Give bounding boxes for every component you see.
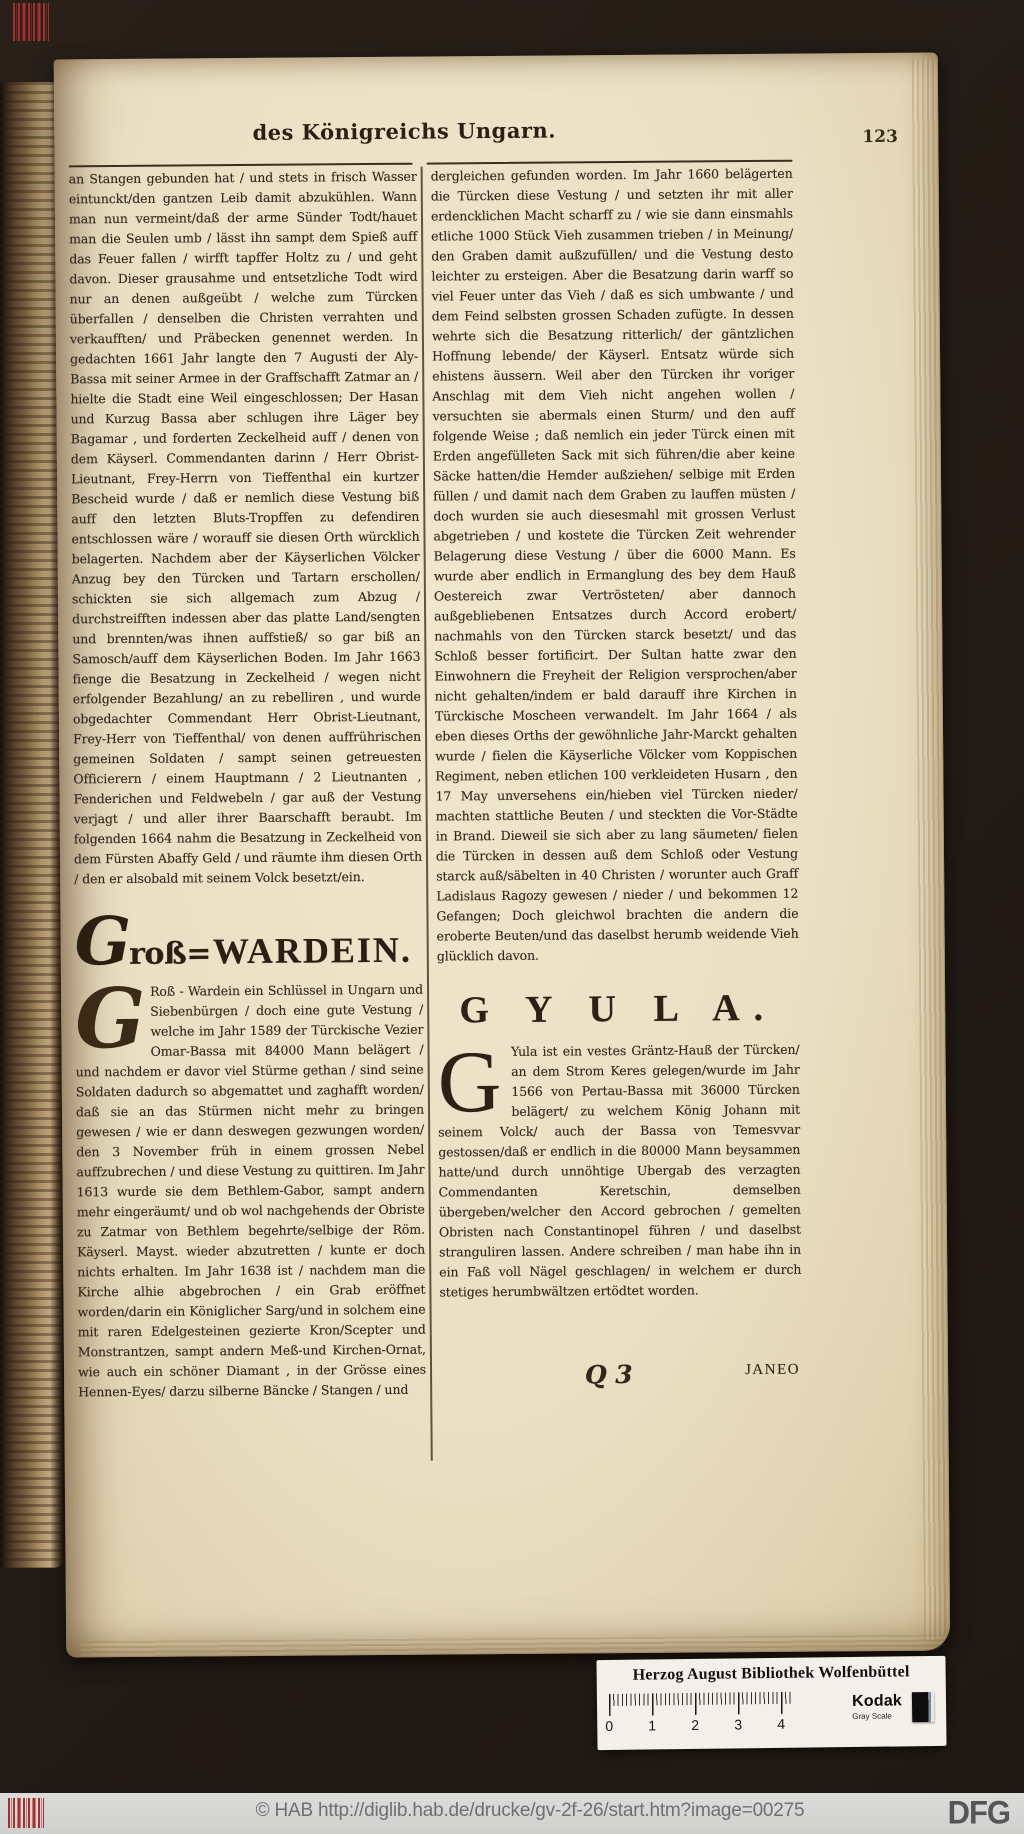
kodak-label (852, 1692, 902, 1721)
ruler-number: 3 (734, 1716, 743, 1733)
copyright-url: © HAB http://diglib.hab.de/drucke/gv-2f-26/start.htm?image=00275 (255, 1800, 805, 1821)
drop-cap-ornate: G (74, 970, 143, 1068)
drop-cap-plain: G (437, 1034, 502, 1132)
gross-wardein-paragraph (74, 970, 427, 1402)
ruler-numbers (603, 1716, 803, 1736)
kodak-brand: Kodak (851, 1692, 903, 1711)
left-column (69, 167, 427, 1402)
library-label-box (596, 1656, 946, 1750)
section-heading-gyula: G Y U L A. (459, 986, 778, 1032)
opposite-page-edge (0, 82, 64, 1568)
ruler-number: 2 (691, 1716, 700, 1733)
dfg-logo: DFG (947, 1794, 1010, 1831)
heading-initial: G (74, 901, 130, 981)
left-continuation-paragraph: an Stangen gebunden hat / und stets in frisch Wasser eintunckt/den gantzen Leib damit abzukühlen. Wann man nun vermeint/daß der arme Sünder Todt/hauet man die Seulen umb / lässt ihn sampt dem Spieß auff das Feuer fallen / wirfft tapffer Holtz zu / und geht davon. Dieser grausahme und entsetzliche Todt wird nur an denen außgeübt / welche zum Türcken überfallen / denselben die Christen verrahten und verkaufften/ und Präbecken genennet werden. In gedachten 1661 Jahr langte den 7 Augusti der Aly-Bassa mit seiner Armee in der Graffschafft Zatmar an / hielte die Stadt eine Weil eingeschlossen; Der Hasan und Kurzug Bassa aber schlugen ihre Läger bey Bagamar , und forderten Zeckelheid auff / denen von dem Käyserl. Commendanten darinn / Herr Obrist-Lieutnant, Frey-Herrn von Tieffenthal ein kurtzer Bescheid wurde / daß er nemlich diese Vestung biß auff den letzten Bluts-Tropffen zu defendiren entschlossen wäre / worauff sie diesen Orth würcklich belagerten. Nachdem aber der Käyserlichen Völcker Anzug bey den Türcken und Tartarn erschollen/ schickten sie sich allgemach zum Abzug / durchstreifften indessen aber das platte Land/sengten und brennten/was ihnen auffstieß/ so gar biß an Samosch/auff dem Käyserlichen Boden. Im Jahr 1663 fienge die Besatzung in Zeckelheid / wegen nicht erfolgender Bezahlung/ an zu rebelliren , und wurde obgedachter Commendant Herr Obrist-Lieutnant, Frey-Herr von Tieffenthal/ von denen auffrührischen gemeinen Soldaten / sampt seinen getreuesten Officierern / einem Hauptmann / 2 Lieutnanten , Fenderichen und Feldwebeln / gar auß der Vestung verjagt / und aller ihrer Baarschafft beraubt. Im folgenden 1664 nahm die Besatzung in Zeckelheid von dem Fürsten Abaffy Geld / und räumte ihm diesen Orth / den er alsobald mit seinem Volck besetzt/ein. (68, 168, 423, 887)
running-title: des Königreichs Ungarn. (252, 117, 557, 145)
red-calibration-bars-icon (13, 3, 49, 41)
kodak-gray-scale-label: Gray Scale (852, 1711, 892, 1722)
right-column (431, 164, 803, 1413)
gross-wardein-body: Roß - Wardein ein Schlüssel in Ungarn und Siebenbürgen / doch eine gute Vestung / welche im Jahr 1589 der Türckische Vezier Omar-Bassa mit 84000 Mann belägert / und nachdem er davor viel Stürme gethan / sind seine Soldaten dadurch so abgemattet und zaghafft worden/ daß sie an das Stürmen nicht mehr zu bringen gewesen / wie er dann deswegen gezwungen worden/ den 3 November früh in einem grossen Nebel auffzubrechen / und diese Vestung zu quittiren. Im Jahr 1613 wurde sie dem Bethlem-Gabor, sampt andern mehr eingeräumt/ und ob wol nachgehends der Obriste zu Zatmar von Bethlem begehrte/selbige der Röm. Käyserl. Mayst. wieder abzutretten / kunte er doch nichts erhalten. Im Jahr 1638 ist / nachdem man die Kirche alhie abgebrochen / ein Grab eröffnet worden/darin ein Königlicher Sarg/und in solchem eine mit raren Edelgesteinen gezierte Kron/Scepter und Monstrantzen, sampt andern Meß-und Kirchen-Ornat, wie auch ein schöner Diamant , in der Grösse eines Hennen-Eyes/ darzu silberne Bäncke / Stangen / und (75, 981, 427, 1400)
ruler-number: 1 (648, 1717, 657, 1734)
gyula-paragraph (437, 1034, 802, 1303)
ruler-number: 4 (777, 1715, 786, 1732)
catchword: JANEO (744, 1361, 801, 1379)
heading-fraktur-part: roß= (129, 936, 212, 972)
ruler-ticks (609, 1692, 794, 1716)
gyula-body: Yula ist ein vestes Gräntz-Hauß der Türcken/ an dem Strom Keres gelegen/wurde im Jahr 1566 von Pertau-Bassa mit 36000 Türcken belägert/ zu welchem König Johann mit seinem Volck/ auch der Bassa von Temesvvar gestossen/daß er endlich in die 80000 Mann beysammen hatte/und durch unnöhtige Ubergab des verzagten Commendanten Keretschin, demselben übergeben/welcher den Accord gebrochen / gemelten Obristen nach Constantinopel führen / und daselbst stranguliren lassen. Andere schreiben / man habe ihn in ein Faß voll Nägel geschlagen/ in welchem er durch stetiges herumbwältzen ertödtet worden. (438, 1041, 802, 1300)
scanned-page (54, 53, 951, 1658)
attribution-bar (0, 1793, 1024, 1834)
ruler-number: 0 (605, 1717, 614, 1735)
signature-row (440, 1359, 802, 1413)
page-number: 123 (862, 126, 898, 148)
right-continuation-paragraph: dergleichen gefunden worden. Im Jahr 1660 belägerten die Türcken diese Vestung / und setzten ihr mit aller erdencklichen Macht scharff zu / wie sie dann einsmahls etliche 1000 Stück Vieh zusammen trieben / in Meinung/ den Graben damit außzufüllen/ und die Vestung desto leichter zu ersteigen. Aber die Besatzung darin warff so viel Feuer unter das Vieh / daß es sich umbwante / und dem Feind selbsten grossen Schaden zufügte. In dessen wehrte sich die Besatzung ritterlich/ der gäntzlichen Hoffnung lebende/ der Käyserl. Entsatz würde sich ehistens äussern. Weil aber den Türcken ihr voriger Anschlag mit dem Vieh nicht angehen wollen / versuchten sie abermals einen Sturm/ und den auff folgende Weise ; daß nemlich ein jeder Türck einen mit Erden angefülleten Sack mit sich führen/die aber keine Säcke hatten/die Hemder außziehen/ selbige mit Erden füllen / und damit nach dem Graben zu lauffen müsten / doch wurden sie auch diesesmahl mit grossen Verlust abgetrieben / und kostete die Türcken Zeit wehrender Belagerung diese Vestung / über die 6000 Mann. Es wurde aber endlich in Ermanglung des bey dem Hauß Oestereich zwar Vertrösteten/ aber dannoch außgebliebenen Entsatzes durch Accord erobert/ nachmahls von den Türcken starck besetzt/ und das Schloß besser fortificirt. Der Sultan hatte zwar den Einwohnern die Freyheit der Religion versprochen/aber nicht gehalten/indem er bald darauff ihre Kirchen in Türckische Moscheen verwandelt. Im Jahr 1664 / als eben dieses Orths der gewöhnliche Jahr-Marckt gehalten wurde / fielen die Käyserliche Völcker vom Koppischen Regiment, neben etlichen 100 verkleideten Husarn , den 17 May unversehens ein/hieben viel Türcken nieder/ machten stattliche Beuten / und steckten die Vor-Städte in Brand. Dieweil sie sich aber zu lang säumeten/ fielen die Türcken in dessen auß dem Schloß oder Vestung starck auß/säbelten in 40 Christen / worunter auch Graff Ladislaus Ragozy gewesen / nieder / und bekommen 12 Gefangen; Doch gleichwol brachten die andern die eroberte Beuten/und das daselbst herumb weidende Vieh glücklich davon. (430, 165, 799, 964)
gray-scale-chip-icon (912, 1692, 934, 1722)
library-name: Herzog August Bibliothek Wolfenbüttel (632, 1663, 910, 1684)
signature-mark: Q 3 (584, 1359, 633, 1390)
section-heading-gross-wardein (74, 901, 422, 981)
heading-roman-part: WARDEIN. (212, 929, 413, 972)
